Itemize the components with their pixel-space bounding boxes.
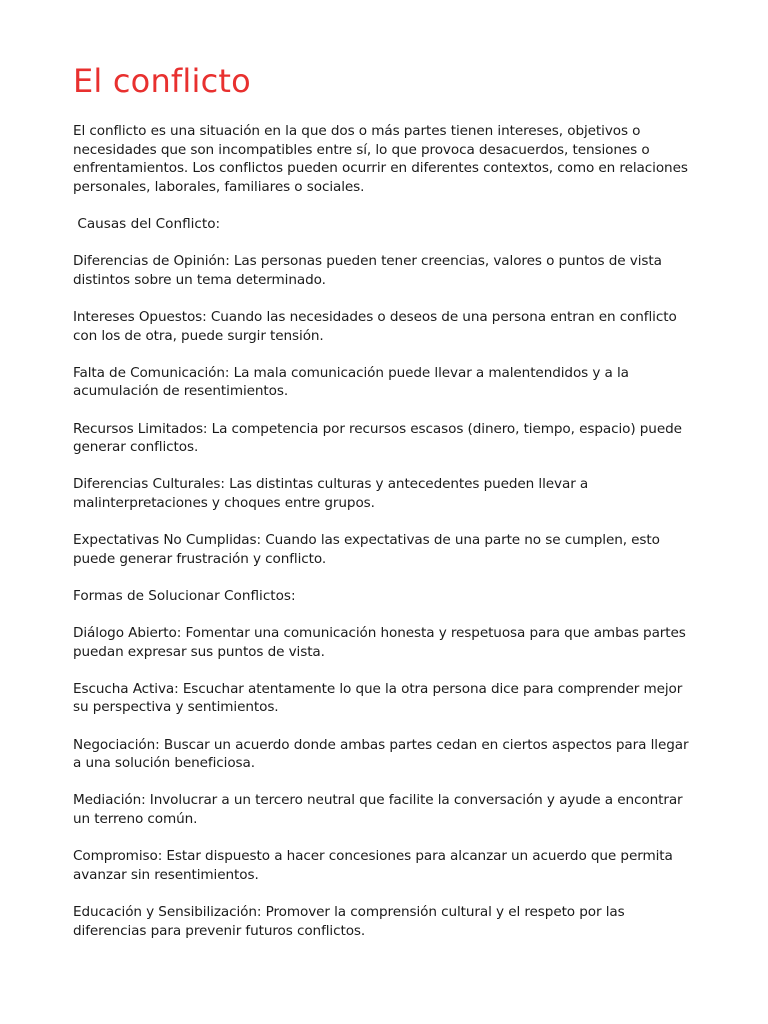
solution-item: Negociación: Buscar un acuerdo donde ambas partes cedan en ciertos aspectos para llegar a una solución beneficiosa.: [73, 736, 689, 772]
causes-heading: Causas del Conflicto:: [73, 215, 221, 232]
solution-item: Educación y Sensibilización: Promover la comprensión cultural y el respeto por las diferencias para prevenir futuros conflictos.: [73, 903, 625, 939]
page-title: El conflicto: [73, 62, 251, 100]
cause-item: Recursos Limitados: La competencia por recursos escasos (dinero, tiempo, espacio) puede generar conflictos.: [73, 420, 682, 456]
cause-item: Intereses Opuestos: Cuando las necesidades o deseos de una persona entran en conflicto con los de otra, puede surgir tensión.: [73, 308, 677, 344]
cause-item: Diferencias Culturales: Las distintas culturas y antecedentes pueden llevar a malinterpretaciones y choques entre grupos.: [73, 476, 589, 511]
solution-item: Escucha Activa: Escuchar atentamente lo que la otra persona dice para comprender mejor su perspectiva y sentimientos.: [73, 680, 683, 716]
solution-item: Mediación: Involucrar a un tercero neutral que facilite la conversación y ayude a encontrar un terreno común.: [73, 792, 683, 827]
intro-paragraph: El conflicto es una situación en la que dos o más partes tienen intereses, objetivos o necesidades que son incompatibles entre sí, lo que provoca desacuerdos, tensiones o enfrentamientos. Los conflictos pueden ocurrir en diferentes contextos, como en relaciones personales, laborales, familiares o sociales.: [73, 123, 688, 195]
cause-item: Diferencias de Opinión: Las personas pueden tener creencias, valores o puntos de vista distintos sobre un tema determinado.: [73, 253, 662, 288]
solution-item: Diálogo Abierto: Fomentar una comunicación honesta y respetuosa para que ambas partes puedan expresar sus puntos de vista.: [73, 625, 686, 660]
document-page: [73, 60, 693, 959]
solutions-heading: Formas de Solucionar Conflictos:: [73, 587, 296, 604]
solution-item: Compromiso: Estar dispuesto a hacer concesiones para alcanzar un acuerdo que permita avanzar sin resentimientos.: [73, 848, 673, 883]
cause-item: Falta de Comunicación: La mala comunicación puede llevar a malentendidos y a la acumulación de resentimientos.: [73, 364, 629, 400]
cause-item: Expectativas No Cumplidas: Cuando las expectativas de una parte no se cumplen, esto puede generar frustración y conflicto.: [73, 532, 660, 567]
